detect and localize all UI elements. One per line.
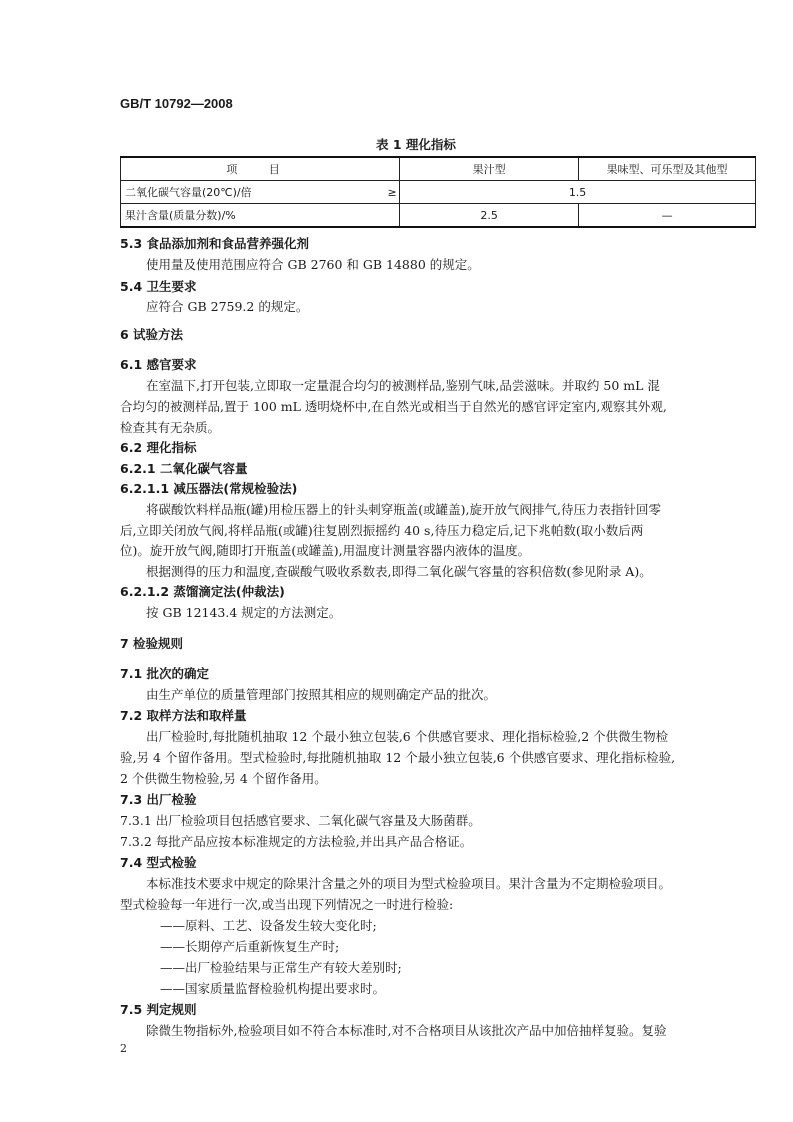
heading-6-2-1: 6.2.1 二氧化碳气容量 bbox=[120, 461, 248, 476]
row-co2-label: 二氧化碳气容量(20℃)/倍 bbox=[121, 181, 386, 204]
heading-6: 6 试验方法 bbox=[120, 327, 184, 342]
header-item: 项 目 bbox=[121, 157, 400, 181]
paragraph-line: 由生产单位的质量管理部门按照其相应的规则确定产品的批次。 bbox=[146, 687, 497, 702]
paragraph-line: 本标准技术要求中规定的除果汁含量之外的项目为型式检验项目。果汁含量为不定期检验项目。 bbox=[146, 876, 672, 891]
paragraph-line: 应符合 GB 2759.2 的规定。 bbox=[146, 299, 309, 314]
paragraph-line: 7.3.1 出厂检验项目包括感官要求、二氧化碳气容量及大肠菌群。 bbox=[120, 813, 481, 828]
heading-6-2-1-2: 6.2.1.2 蒸馏滴定法(仲裁法) bbox=[120, 584, 285, 599]
table-title: 表 1 理化指标 bbox=[376, 137, 456, 152]
header-juice-type: 果汁型 bbox=[400, 157, 579, 181]
list-item: ——出厂检验结果与正常生产有较大差别时; bbox=[160, 960, 402, 975]
row-co2-value: 1.5 bbox=[400, 181, 756, 204]
list-item: ——长期停产后重新恢复生产时; bbox=[160, 939, 340, 954]
heading-7: 7 检验规则 bbox=[120, 636, 184, 651]
heading-7-3: 7.3 出厂检验 bbox=[120, 792, 197, 807]
paragraph-line: 根据测得的压力和温度,查碳酸气吸收系数表,即得二氧化碳气容量的容积倍数(参见附录 A)。 bbox=[146, 564, 652, 579]
paragraph-line: 除微生物指标外,检验项目如不符合本标准时,对不合格项目从该批次产品中加倍抽样复验。复验 bbox=[146, 1023, 667, 1038]
heading-7-5: 7.5 判定规则 bbox=[120, 1002, 197, 1017]
header-other-types: 果味型、可乐型及其他型 bbox=[579, 157, 756, 181]
heading-6-2-1-1: 6.2.1.1 减压器法(常规检验法) bbox=[120, 481, 298, 496]
paragraph-line: 验,另 4 个留作备用。型式检验时,每批随机抽取 12 个最小独立包装,6 个供感官要求、理化指标检验, bbox=[120, 750, 676, 765]
table-row bbox=[121, 204, 756, 228]
paragraph-line: 将碳酸饮料样品瓶(罐)用检压器上的针头刺穿瓶盖(或罐盖),旋开放气阀排气,待压力表指针回零 bbox=[146, 502, 661, 517]
list-item: ——国家质量监督检验机构提出要求时。 bbox=[160, 981, 386, 996]
table-row bbox=[121, 181, 756, 204]
standard-number: GB/T 10792—2008 bbox=[120, 96, 233, 111]
paragraph-line: 出厂检验时,每批随机抽取 12 个最小独立包装,6 个供感官要求、理化指标检验,2 个供微生物检 bbox=[146, 729, 669, 744]
paragraph-line: 检查其有无杂质。 bbox=[120, 420, 221, 435]
row-juice-value: 2.5 bbox=[400, 204, 579, 228]
paragraph-line: 使用量及使用范围应符合 GB 2760 和 GB 14880 的规定。 bbox=[146, 257, 480, 272]
paragraph-line: 按 GB 12143.4 规定的方法测定。 bbox=[146, 605, 342, 620]
row-juice-label: 果汁含量(质量分数)/% bbox=[121, 204, 400, 228]
heading-6-1: 6.1 感官要求 bbox=[120, 357, 197, 372]
heading-5-4: 5.4 卫生要求 bbox=[120, 279, 197, 294]
paragraph-line: 后,立即关闭放气阀,将样品瓶(或罐)往复剧烈振摇约 40 s,待压力稳定后,记下兆帕数(取小数后两 bbox=[120, 523, 644, 538]
row-co2-operator: ≥ bbox=[385, 181, 400, 204]
paragraph-line: 7.3.2 每批产品应按本标准规定的方法检验,并出具产品合格证。 bbox=[120, 834, 473, 849]
paragraph-line: 合均匀的被测样品,置于 100 mL 透明烧杯中,在自然光或相当于自然光的感官评定室内,观察其外观, bbox=[120, 399, 667, 414]
table-physicochemical bbox=[120, 156, 756, 228]
paragraph-line: 2 个供微生物检验,另 4 个留作备用。 bbox=[120, 771, 327, 786]
paragraph-line: 位)。旋开放气阀,随即打开瓶盖(或罐盖),用温度计测量容器内液体的温度。 bbox=[120, 543, 531, 558]
heading-7-4: 7.4 型式检验 bbox=[120, 855, 197, 870]
heading-7-1: 7.1 批次的确定 bbox=[120, 666, 209, 681]
heading-6-2: 6.2 理化指标 bbox=[120, 440, 197, 455]
page-number: 2 bbox=[120, 1042, 127, 1055]
heading-5-3: 5.3 食品添加剂和食品营养强化剂 bbox=[120, 236, 309, 251]
paragraph-line: 型式检验每一年进行一次,或当出现下列情况之一时进行检验: bbox=[120, 897, 454, 912]
table-header-row bbox=[121, 157, 756, 181]
row-juice-other: — bbox=[579, 204, 756, 228]
heading-7-2: 7.2 取样方法和取样量 bbox=[120, 708, 247, 723]
paragraph-line: 在室温下,打开包装,立即取一定量混合均匀的被测样品,鉴别气味,品尝滋味。并取约 50 mL 混 bbox=[146, 378, 660, 393]
list-item: ——原料、工艺、设备发生较大变化时; bbox=[160, 918, 377, 933]
